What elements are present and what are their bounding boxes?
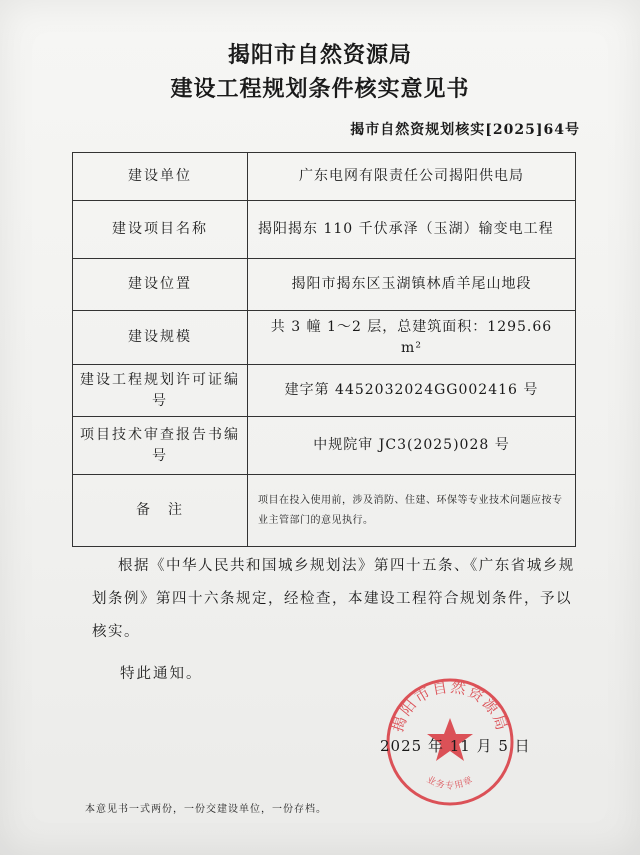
table-row [73, 365, 576, 417]
row-value: 广东电网有限责任公司揭阳供电局 [248, 153, 576, 201]
issuer-title: 揭阳市自然资源局 [227, 42, 412, 68]
row-label: 建设单位 [73, 153, 248, 201]
document-title: 建设工程规划条件核实意见书 [170, 76, 470, 102]
row-label: 项目技术审查报告书编号 [73, 417, 248, 475]
row-label: 备 注 [73, 475, 248, 547]
row-value: 揭阳揭东 110 千伏承泽（玉湖）输变电工程 [248, 201, 576, 259]
svg-text:揭阳市自然资源局: 揭阳市自然资源局 [388, 677, 512, 735]
info-table [72, 152, 576, 547]
legal-basis-text: 根据《中华人民共和国城乡规划法》第四十五条、《广东省城乡规划条例》第四十六条规定，经检查，本建设工程符合规划条件，予以核实。 [92, 558, 575, 640]
row-label: 建设位置 [73, 259, 248, 311]
table-row [73, 153, 576, 201]
document-number: 揭市自然资规划核实[2025]64号 [350, 122, 580, 138]
table-row [73, 311, 576, 365]
row-value: 揭阳市揭东区玉湖镇林盾羊尾山地段 [248, 259, 576, 311]
table-row [73, 259, 576, 311]
table-row [73, 201, 576, 259]
footnote: 本意见书一式两份，一份交建设单位，一份存档。 [85, 804, 327, 815]
row-value: 中规院审 JC3(2025)028 号 [248, 417, 576, 475]
row-value: 项目在投入使用前，涉及消防、住建、环保等专业技术问题应按专业主管部门的意见执行。 [248, 475, 576, 547]
row-label: 建设规模 [73, 311, 248, 365]
row-value: 建字第 4452032024GG002416 号 [248, 365, 576, 417]
svg-text:业务专用章: 业务专用章 [424, 775, 476, 792]
table-row [73, 417, 576, 475]
legal-basis-paragraph [92, 550, 582, 649]
issue-date: 2025 年 11 月 5 日 [380, 737, 531, 755]
notice-text: 特此通知。 [120, 666, 203, 682]
table-row [73, 475, 576, 547]
row-label: 建设项目名称 [73, 201, 248, 259]
row-value: 共 3 幢 1～2 层，总建筑面积：1295.66 m² [248, 311, 576, 365]
row-label: 建设工程规划许可证编号 [73, 365, 248, 417]
